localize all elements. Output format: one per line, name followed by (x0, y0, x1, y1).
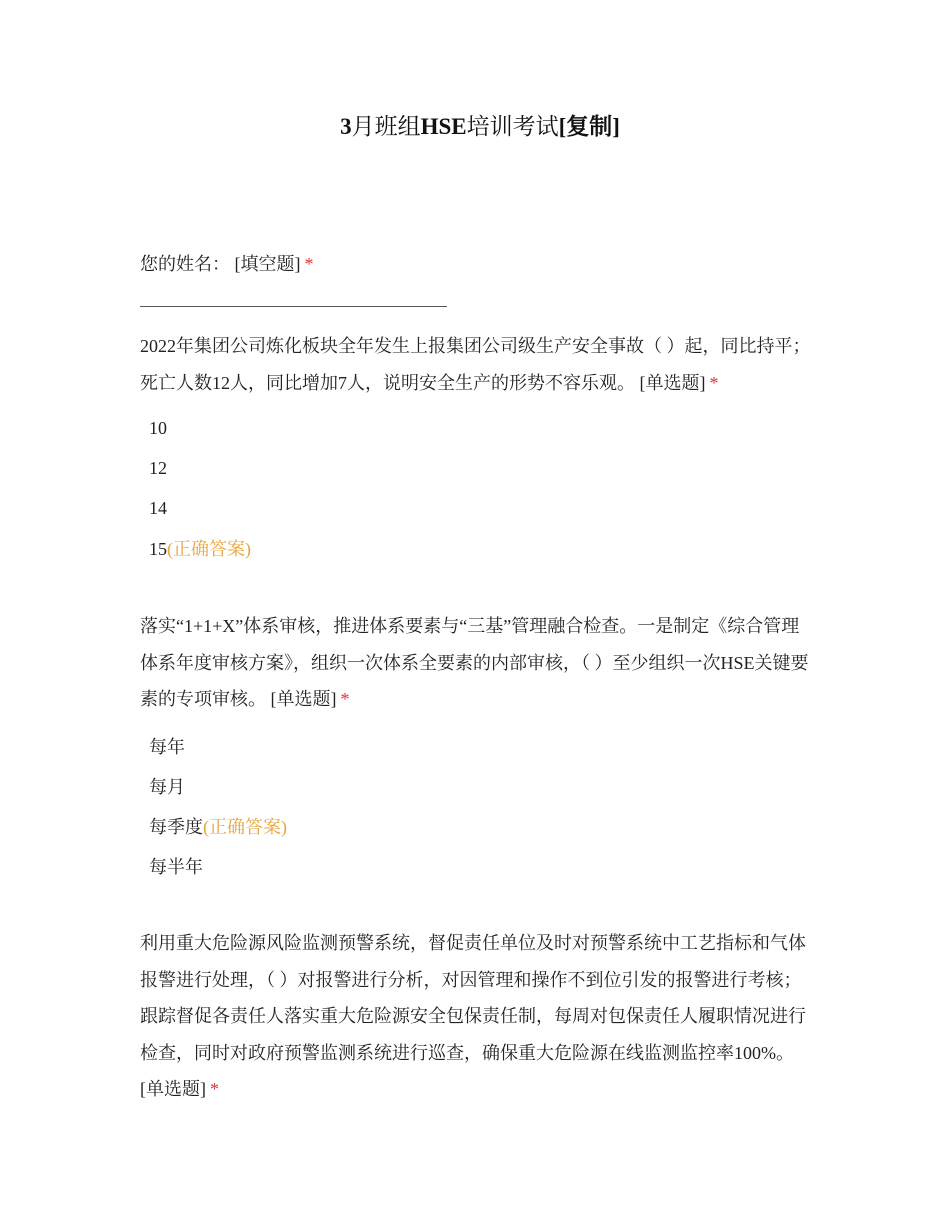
question-3-type-tag: [单选题] (270, 689, 337, 709)
question-2-option-2[interactable]: 12 (149, 458, 167, 478)
page-title (140, 110, 820, 144)
question-3 (140, 608, 815, 718)
question-2-type-tag: [单选题] (639, 372, 706, 393)
title-hse: HSE (420, 114, 467, 139)
title-text-1: 月班组 (351, 114, 421, 139)
question-2-required-mark: * (709, 372, 719, 393)
title-month-number: 3 (340, 114, 352, 139)
question-2 (140, 328, 815, 401)
question-3-correct-answer-note: (正确答案) (203, 817, 287, 837)
title-text-2: 培训考试 (466, 114, 559, 139)
question-4-type-tag: [单选题] (140, 1079, 206, 1099)
question-2-text: 2022年集团公司炼化板块全年发生上报集团公司级生产安全事故（ ）起，同比持平；死亡人数12人，同比增加7人，说明安全生产的形势不容乐观。 (140, 336, 811, 393)
question-2-option-1[interactable]: 10 (149, 418, 167, 438)
question-4-required-mark: * (210, 1079, 219, 1099)
question-4 (140, 925, 815, 1108)
question-2-option-4[interactable]: 15(正确答案) (149, 539, 251, 559)
question-3-text: 落实“1+1+X”体系审核，推进体系要素与“三基”管理融合检查。一是制定《综合管理体系年度审核方案》，组织一次体系全要素的内部审核，（ ）至少组织一次HSE关键要素的专项审核。 (140, 616, 809, 709)
question-3-option-2[interactable]: 每月 (149, 777, 185, 797)
question-2-correct-answer-note: (正确答案) (167, 539, 251, 559)
title-copy-tag: [复制] (558, 114, 620, 139)
question-1-text: 您的姓名： (140, 254, 230, 274)
question-3-option-1[interactable]: 每年 (149, 737, 185, 757)
question-1-type-tag: [填空题] (234, 254, 301, 274)
name-answer-blank[interactable] (140, 306, 447, 307)
question-2-option-3[interactable]: 14 (149, 498, 167, 518)
question-3-required-mark: * (340, 689, 350, 709)
question-4-text: 利用重大危险源风险监测预警系统，督促责任单位及时对预警系统中工艺指标和气体报警进行处理，（ ）对报警进行分析，对因管理和操作不到位引发的报警进行考核；跟踪督促各责任人落实重大危险源安全包保责任制，每周对包保责任人履职情况进行检查，同时对政府预警监测系统进行巡查，确保重大危险源在线监测监控率100%。 (140, 933, 806, 1063)
question-3-option-4[interactable]: 每半年 (149, 857, 203, 877)
question-1 (140, 246, 815, 283)
question-1-required-mark: * (304, 254, 314, 274)
question-3-option-3[interactable]: 每季度(正确答案) (149, 817, 287, 837)
